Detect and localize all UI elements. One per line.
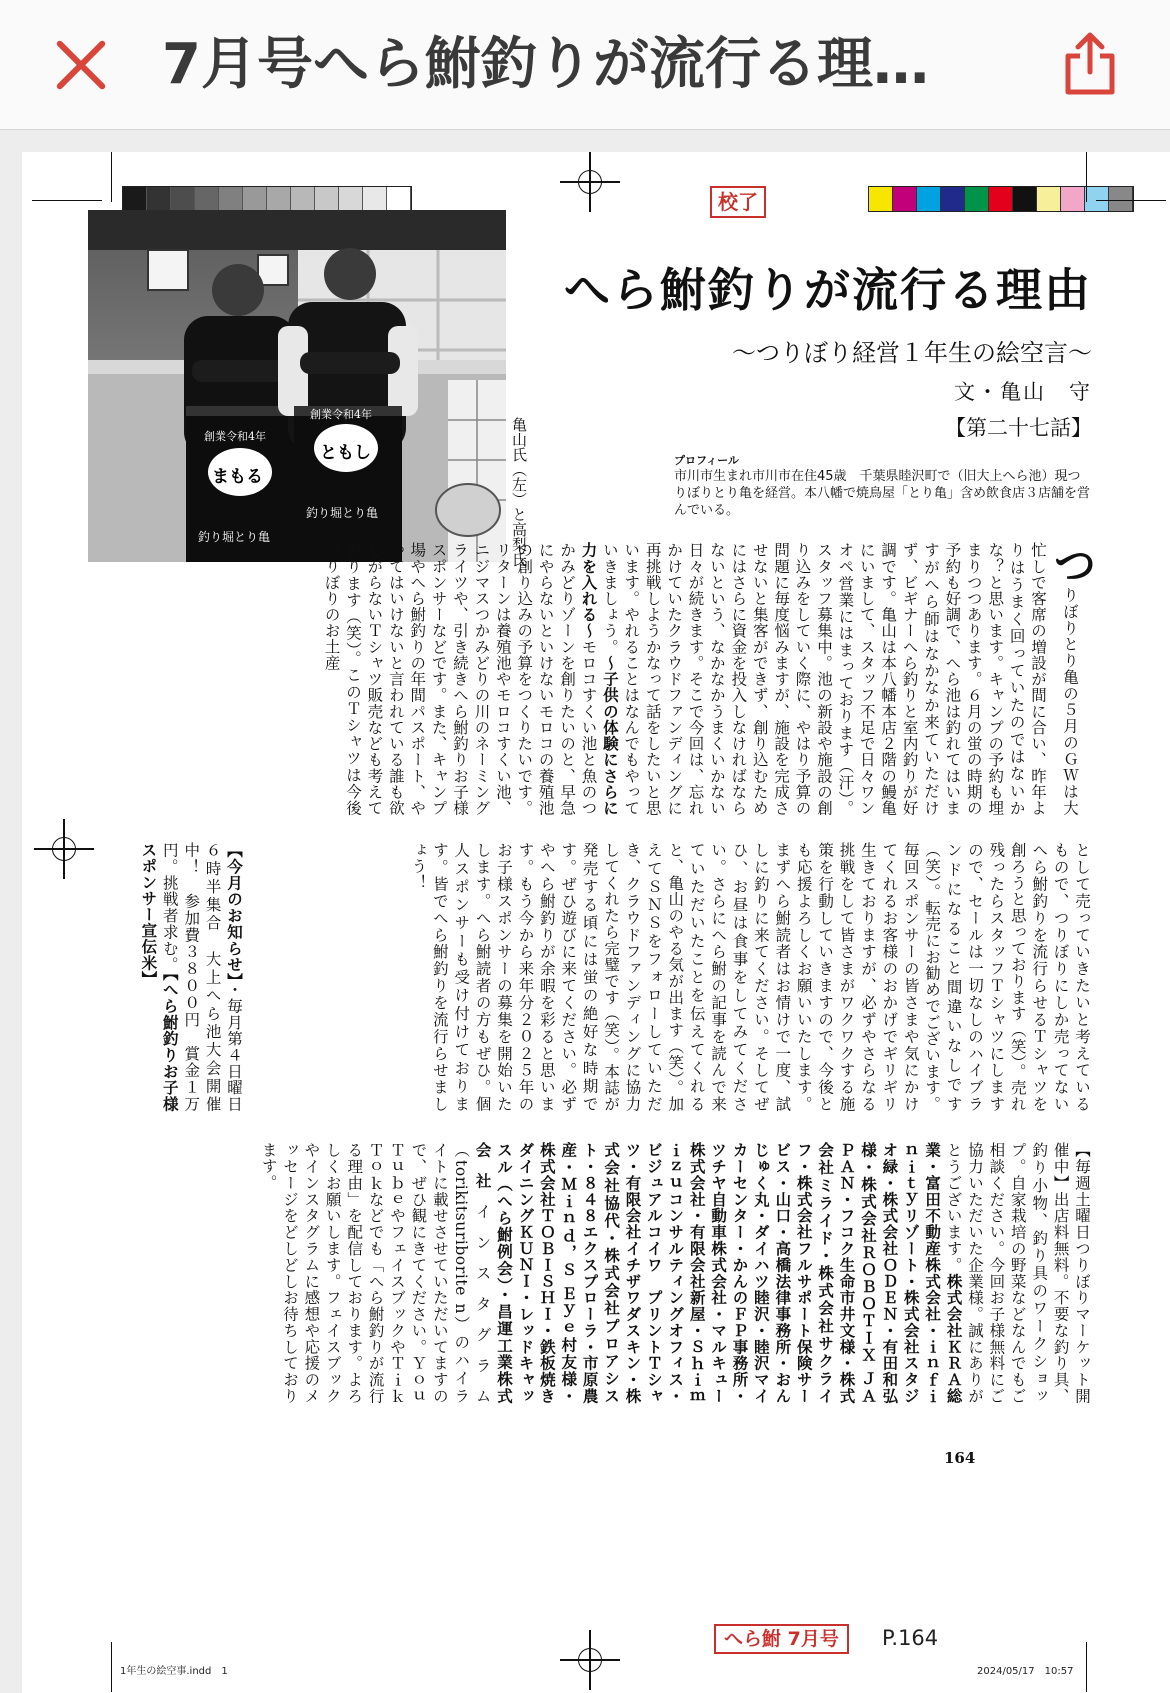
article-photo (88, 210, 506, 562)
gray-swatch (219, 187, 243, 211)
gray-swatch (363, 187, 387, 211)
gray-swatch (123, 187, 147, 211)
document-title: 7月号へら鮒釣りが流行る理… (162, 32, 929, 97)
gray-swatch (387, 187, 411, 211)
body-text-continued: モロコすくい池と魚のつかみどりゾーンを創りたいのと、早急にやらないといけないモロコの養殖池の創り込みの予算をつくりたいです。リターンは養殖池やモロコすくい池、ニジマスつかみどりの川のネーミングライツや、引き続きへら鮒釣りお子様スポンサーなどです。また、キャンプ場やへら鮒釣りの年間パスポート、やってはいけないと言われている誰も欲しがらないＴシャツ販売なども考えております（笑）。このＴシャツは今後つりぼりのお土産 (322, 542, 598, 816)
news-text: ・毎月第４日曜日 ６時半集合 大上へら池大会開催中！ 参加費３８００円 賞金１万円。挑戦者求む。 (160, 842, 243, 1129)
market-notice: 【毎週土曜日つりぼりマーケット開催中】出店料無料。不要な釣り具、釣り小物、釣り具のワークショップ。自家栽培の野菜などなんでもご相談ください。 (987, 1142, 1091, 1404)
article-byline: 文・亀山 守 (954, 380, 1092, 404)
article-headline: へら鮒釣りが流行る理由 (564, 263, 1092, 317)
article-subhead: 〜つりぼり経営１年生の絵空言〜 (732, 339, 1092, 367)
photo-caption: 亀山氏（左）と高梨氏 (510, 417, 528, 567)
crop-mark (1086, 152, 1106, 202)
registration-mark-top (560, 152, 620, 212)
color-swatch (1037, 187, 1061, 211)
gray-swatch (243, 187, 267, 211)
viewer-top-bar (0, 0, 1170, 130)
registration-mark-left (34, 819, 94, 879)
gray-swatch (339, 187, 363, 211)
close-icon[interactable] (52, 36, 110, 94)
apron-left-bottom-text: 釣り堀とり亀 (198, 530, 271, 544)
gray-swatch (195, 187, 219, 211)
color-swatch (917, 187, 941, 211)
color-swatch (965, 187, 989, 211)
registration-mark-bottom (560, 1630, 620, 1690)
sponsor-thanks: 今回お子様無料にご協力いただいた企業様。誠にありがとうございます。 (944, 1142, 1006, 1404)
drop-cap: つ (1045, 542, 1096, 587)
crop-mark (92, 1642, 112, 1692)
sponsor-list: 株式会社ＫＲＡ総業・富田不動産株式会社・ｉｎｆｉｎｉｔｙリゾート・株式会社スタジオ緑・株式会社ＯＤＥＮ・有田和弘様・株式会社ＲＯＢＯＴＩＸ ＪＡＰＡＮ・フコク生命市井文様・株式会社ミライド・株式会社サクライフ・株式会社フルサポート保険サービス・山口・高橋法律事務所・おんじゅく丸・ダイハツ睦沢・睦沢マイカーセンター・かんのＦＰ事務所・ツチヤ自動車株式会社・マルキュー株式会社・有限会社新屋・Ｓｈｉｍｉｚｕコンサルティングオフィス・ビジュアルコイワ プリントＴシャツ・有限会社イチザワダスキン・株式会社協代・株式会社プロアシスト・８４８エクスプローラ・市原農産・Ｍｉｎｄ，Ｓ Ｅｙｅ村友様・株式会社ＴＯＢＩＳＨＩ・鉄板焼きダイニングＫＵＮＩ・レッドキャッスル（へら鮒例会）・昌運工業株式会社 (473, 1142, 963, 1404)
sns-notice: インスタグラム（torikitsuriborite n）のハイライトに載せさせていただいてますので、ぜひ観にきてください。ＹｏｕＴｕｂｅやフェイスブックやＴｉｋＴｏｋなどでも「へら鮒釣りが流行る理由」を配信しております。よろしくお願いします。フェイスブックやインスタグラムに感想や応援のメッセージをどしどしお待ちしております。 (259, 1142, 492, 1405)
gray-swatch (171, 187, 195, 211)
page-number: 164 (944, 1449, 976, 1467)
gray-swatch (315, 187, 339, 211)
author-profile (674, 454, 1092, 519)
body-text-middle: として売っていきたいと考えているもので、つりぼりにしか売ってないへら鮒釣りを流行らせるＴシャツを創ろうと思っております（笑）。売れ残ったらスタッフＴシャツにしますので、セールは一切なしのハイブランドになること間違いなしです（笑）。転売にお勧めでございます。毎回スポンサーの皆さまや気にかけてくれるお客様のおかげでギリギリ生きておりますが、必ずやさらなる挑戦をして皆さまがワクワクする施策を行動していきますので、今後とも応援よろしくお願いいたします。まずへら鮒読者はお情けで一度、試しに釣りに来てください。そしてぜひ、お昼は食事をしてみてください。さらにへら鮒の記事を読んで来ていただいたことを伝えてくれると、亀山のやる気が出ます（笑）。加えてＳＮＳをフォローしていただき、クラウドファンディングに協力してくれたら完璧です（笑）。本誌が発売する頃には蛍の絶好な時期です。ぜひ遊びに来てください。必ずやへら鮒釣りが余暇を彩ると思います。もう今から来年分２０２５年のお子様スポンサーの募集を開始いたします。へら鮒読者の方もぜひ。個人スポンサーも受け付けております。皆でへら鮒釣りを流行らせましょう！ (409, 842, 1091, 1112)
gray-swatch (147, 187, 171, 211)
sponsor-heading: 【へら鮒釣りお子様スポンサー宣伝米】 (139, 842, 179, 1112)
color-swatch (989, 187, 1013, 211)
color-swatch (941, 187, 965, 211)
file-name: 1年生の絵空事.indd 1 (120, 1666, 228, 1677)
color-swatch (869, 187, 893, 211)
crop-mark (32, 200, 102, 202)
apron-left-badge: まもる (212, 467, 263, 487)
body-column-2 (244, 842, 1092, 1112)
body-column-3 (172, 1142, 1092, 1404)
gray-swatch (267, 187, 291, 211)
apron-right-badge: ともし (320, 443, 371, 463)
document-page (22, 152, 1170, 1693)
body-column-1 (172, 542, 1096, 817)
episode-label: 【第二十七話】 (945, 416, 1092, 440)
section-heading: 〜子供の体験にさらに力を入れる〜 (579, 542, 619, 817)
color-swatch (1013, 187, 1037, 211)
profile-label: プロフィール (674, 454, 739, 467)
crop-mark (1096, 200, 1166, 202)
news-heading: 【今月のお知らせ】 (225, 842, 243, 982)
color-swatch (1061, 187, 1085, 211)
page-label: P.164 (882, 1626, 939, 1650)
proof-stamp: 校了 (710, 186, 766, 218)
profile-text: 市川市生まれ市川市在住45歳 千葉県睦沢町で（旧大上へら池）現つりぼりとり亀を経営。本八幡で焼鳥屋「とり亀」含め飲食店３店舗を営んでいる。 (674, 469, 1091, 518)
issue-tag: へら鮒 7月号 (714, 1624, 849, 1654)
gray-swatch (291, 187, 315, 211)
gray-calibration-bar (122, 186, 412, 212)
print-date: 2024/05/17 10:57 (977, 1666, 1074, 1677)
share-icon[interactable] (1062, 32, 1118, 96)
apron-left-top-text: 創業令和4年 (204, 430, 266, 443)
color-swatch (893, 187, 917, 211)
crop-mark (92, 152, 112, 202)
color-swatch (1109, 187, 1133, 211)
apron-right-top-text: 創業令和4年 (310, 408, 372, 421)
body-text-lead: りぼりとり亀の５月のＧＷは大忙しで客席の増設が間に合い、昨年よりはうまく回っていたのではないかな？と思います。キャンプの予約も埋まりつつあります。６月の蛍の時期の予約も好調で、へら池は釣れてはいますがへら師はなかなか来ていただけず、ビギナーへら釣りと室内釣りが好調です。亀山は本八幡本店２階の鰻亀にいまして、スタッフ不足で日々ワンオペ営業にはまっております（汗）。スタッフ募集中。池の新設や施設の創り込みをしていく際に、やはり予算の問題に毎度悩みますが、施設を完成させないと集客ができず、創り込むためにはさらに資金を投入しなければならないという、なかなかうまくいかない日々が続きます。そこで今回は、忘れかけていたクラウドファンディングに再挑戦しようかなって話をしたいと思います。やれることはなんでもやっていきましょう。 (600, 542, 1079, 816)
news-block (139, 842, 244, 1129)
crop-mark (1086, 1642, 1106, 1692)
apron-right-bottom-text: 釣り堀とり亀 (306, 506, 379, 520)
